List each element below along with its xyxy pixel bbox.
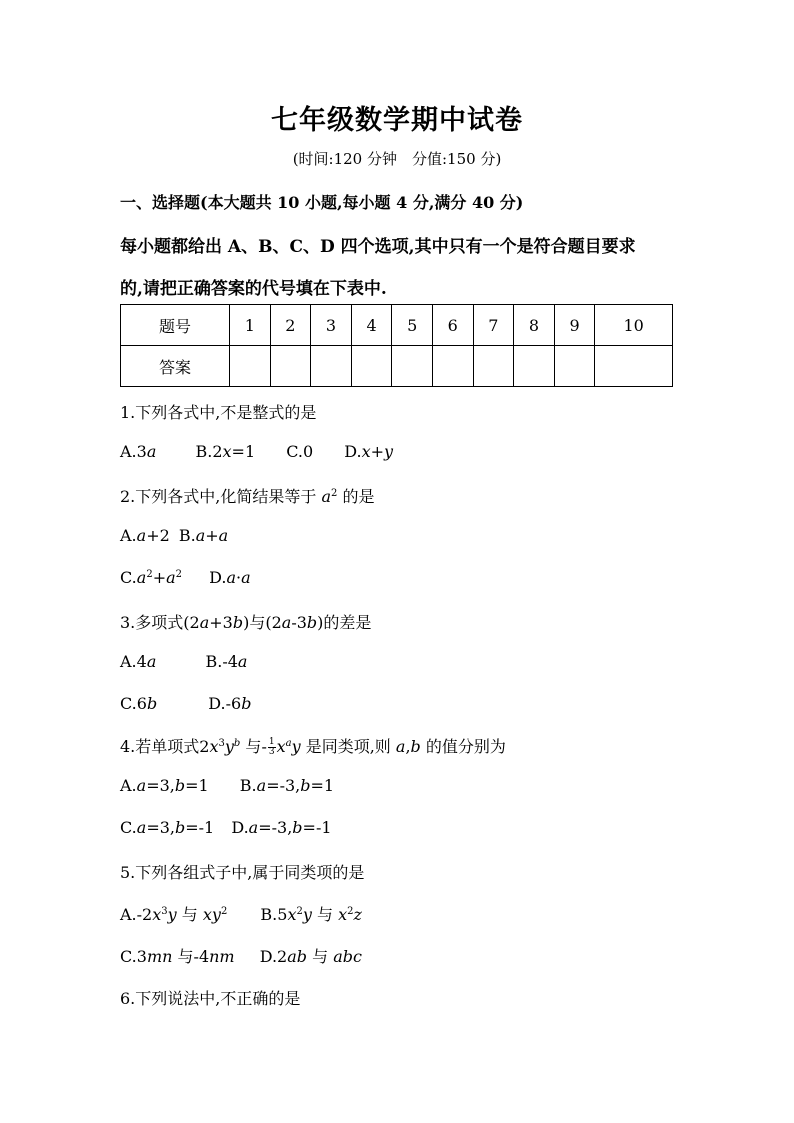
section-heading: 一、选择题(本大题共 10 小题,每小题 4 分,满分 40 分) xyxy=(120,193,524,212)
question-number-cell: 5 xyxy=(392,305,433,346)
row-label-answer: 答案 xyxy=(121,346,230,387)
option-c: $C.a^2+a^2$ xyxy=(120,568,183,587)
answer-cell[interactable] xyxy=(311,346,352,387)
option-d: D.2ab 与 abc xyxy=(259,947,362,966)
question-number-cell: 7 xyxy=(473,305,514,346)
answer-table-answer-row xyxy=(121,346,673,387)
answer-cell[interactable] xyxy=(554,346,595,387)
option-b: B.-4a xyxy=(205,652,248,671)
option-a: A.3a xyxy=(120,442,157,461)
question-2-options-ab xyxy=(120,526,228,545)
section-instruction-line1: 每小题都给出 A、B、C、D 四个选项,其中只有一个是符合题目要求 xyxy=(120,237,636,257)
option-a: A.4a xyxy=(120,652,157,671)
option-b: $B.5x^2y$ 与 $x^2z$ xyxy=(260,905,362,924)
option-d: D.a·a xyxy=(209,568,251,587)
fraction-one-third: $\frac{1}{3}$ xyxy=(268,737,275,757)
option-d: D.-6b xyxy=(208,694,252,713)
answer-cell[interactable] xyxy=(432,346,473,387)
question-1-options xyxy=(120,442,393,461)
answer-table-number-row xyxy=(121,305,673,346)
page-title: 七年级数学期中试卷 xyxy=(271,105,523,136)
row-label-question-number: 题号 xyxy=(121,305,230,346)
option-c: C.a=3,b=-1 xyxy=(120,818,215,837)
question-number-cell: 3 xyxy=(311,305,352,346)
question-number-cell: 9 xyxy=(554,305,595,346)
question-3-options-ab xyxy=(120,652,247,671)
answer-cell[interactable] xyxy=(514,346,555,387)
option-c: C.6b xyxy=(120,694,158,713)
answer-table xyxy=(120,304,673,387)
exam-time-score: (时间:120 分钟 分值:150 分) xyxy=(292,150,502,168)
question-number-cell: 8 xyxy=(514,305,555,346)
question-3-options-cd xyxy=(120,694,251,713)
question-5-options-cd xyxy=(120,944,362,967)
option-a: $A.-2x^3y$ 与 $xy^2$ xyxy=(120,905,228,924)
section-instruction-line2: 的,请把正确答案的代号填在下表中. xyxy=(120,279,387,299)
question-number-cell: 6 xyxy=(432,305,473,346)
answer-cell[interactable] xyxy=(392,346,433,387)
option-c: C.3mn 与-4nm xyxy=(120,947,235,966)
question-number-cell: 1 xyxy=(230,305,271,346)
option-a: A.a+2 xyxy=(120,526,170,545)
option-d: D.a=-3,b=-1 xyxy=(231,818,332,837)
question-1-stem: 1.下列各式中,不是整式的是 xyxy=(120,403,317,422)
answer-cell[interactable] xyxy=(270,346,311,387)
question-4-stem: 4.若单项式$2x^3y^b$ 与- $\frac{1}{3}$ $x^ay$ 是同类项,则 a,b 的值分别为 xyxy=(120,737,506,757)
question-5-options-ab xyxy=(120,902,362,925)
question-2-options-cd xyxy=(120,568,251,587)
option-c: C.0 xyxy=(286,442,314,461)
question-number-cell: 2 xyxy=(270,305,311,346)
option-b: B.2x=1 xyxy=(195,442,256,461)
answer-cell[interactable] xyxy=(473,346,514,387)
question-4-options-ab xyxy=(120,776,334,795)
answer-cell[interactable] xyxy=(230,346,271,387)
question-3-stem: 3.多项式(2a+3b)与(2a-3b)的差是 xyxy=(120,613,372,632)
answer-cell[interactable] xyxy=(595,346,673,387)
question-number-cell: 10 xyxy=(595,305,673,346)
option-d: D.x+y xyxy=(344,442,394,461)
option-b: B.a=-3,b=1 xyxy=(239,776,335,795)
question-5-stem: 5.下列各组式子中,属于同类项的是 xyxy=(120,863,365,882)
question-6-stem: 6.下列说法中,不正确的是 xyxy=(120,989,301,1008)
option-a: A.a=3,b=1 xyxy=(120,776,209,795)
option-b: B.a+a xyxy=(178,526,229,545)
answer-cell[interactable] xyxy=(351,346,392,387)
question-number-cell: 4 xyxy=(351,305,392,346)
question-2-stem: 2.下列各式中,化简结果等于 $a^2$ 的是 xyxy=(120,487,375,506)
question-4-options-cd xyxy=(120,818,332,837)
